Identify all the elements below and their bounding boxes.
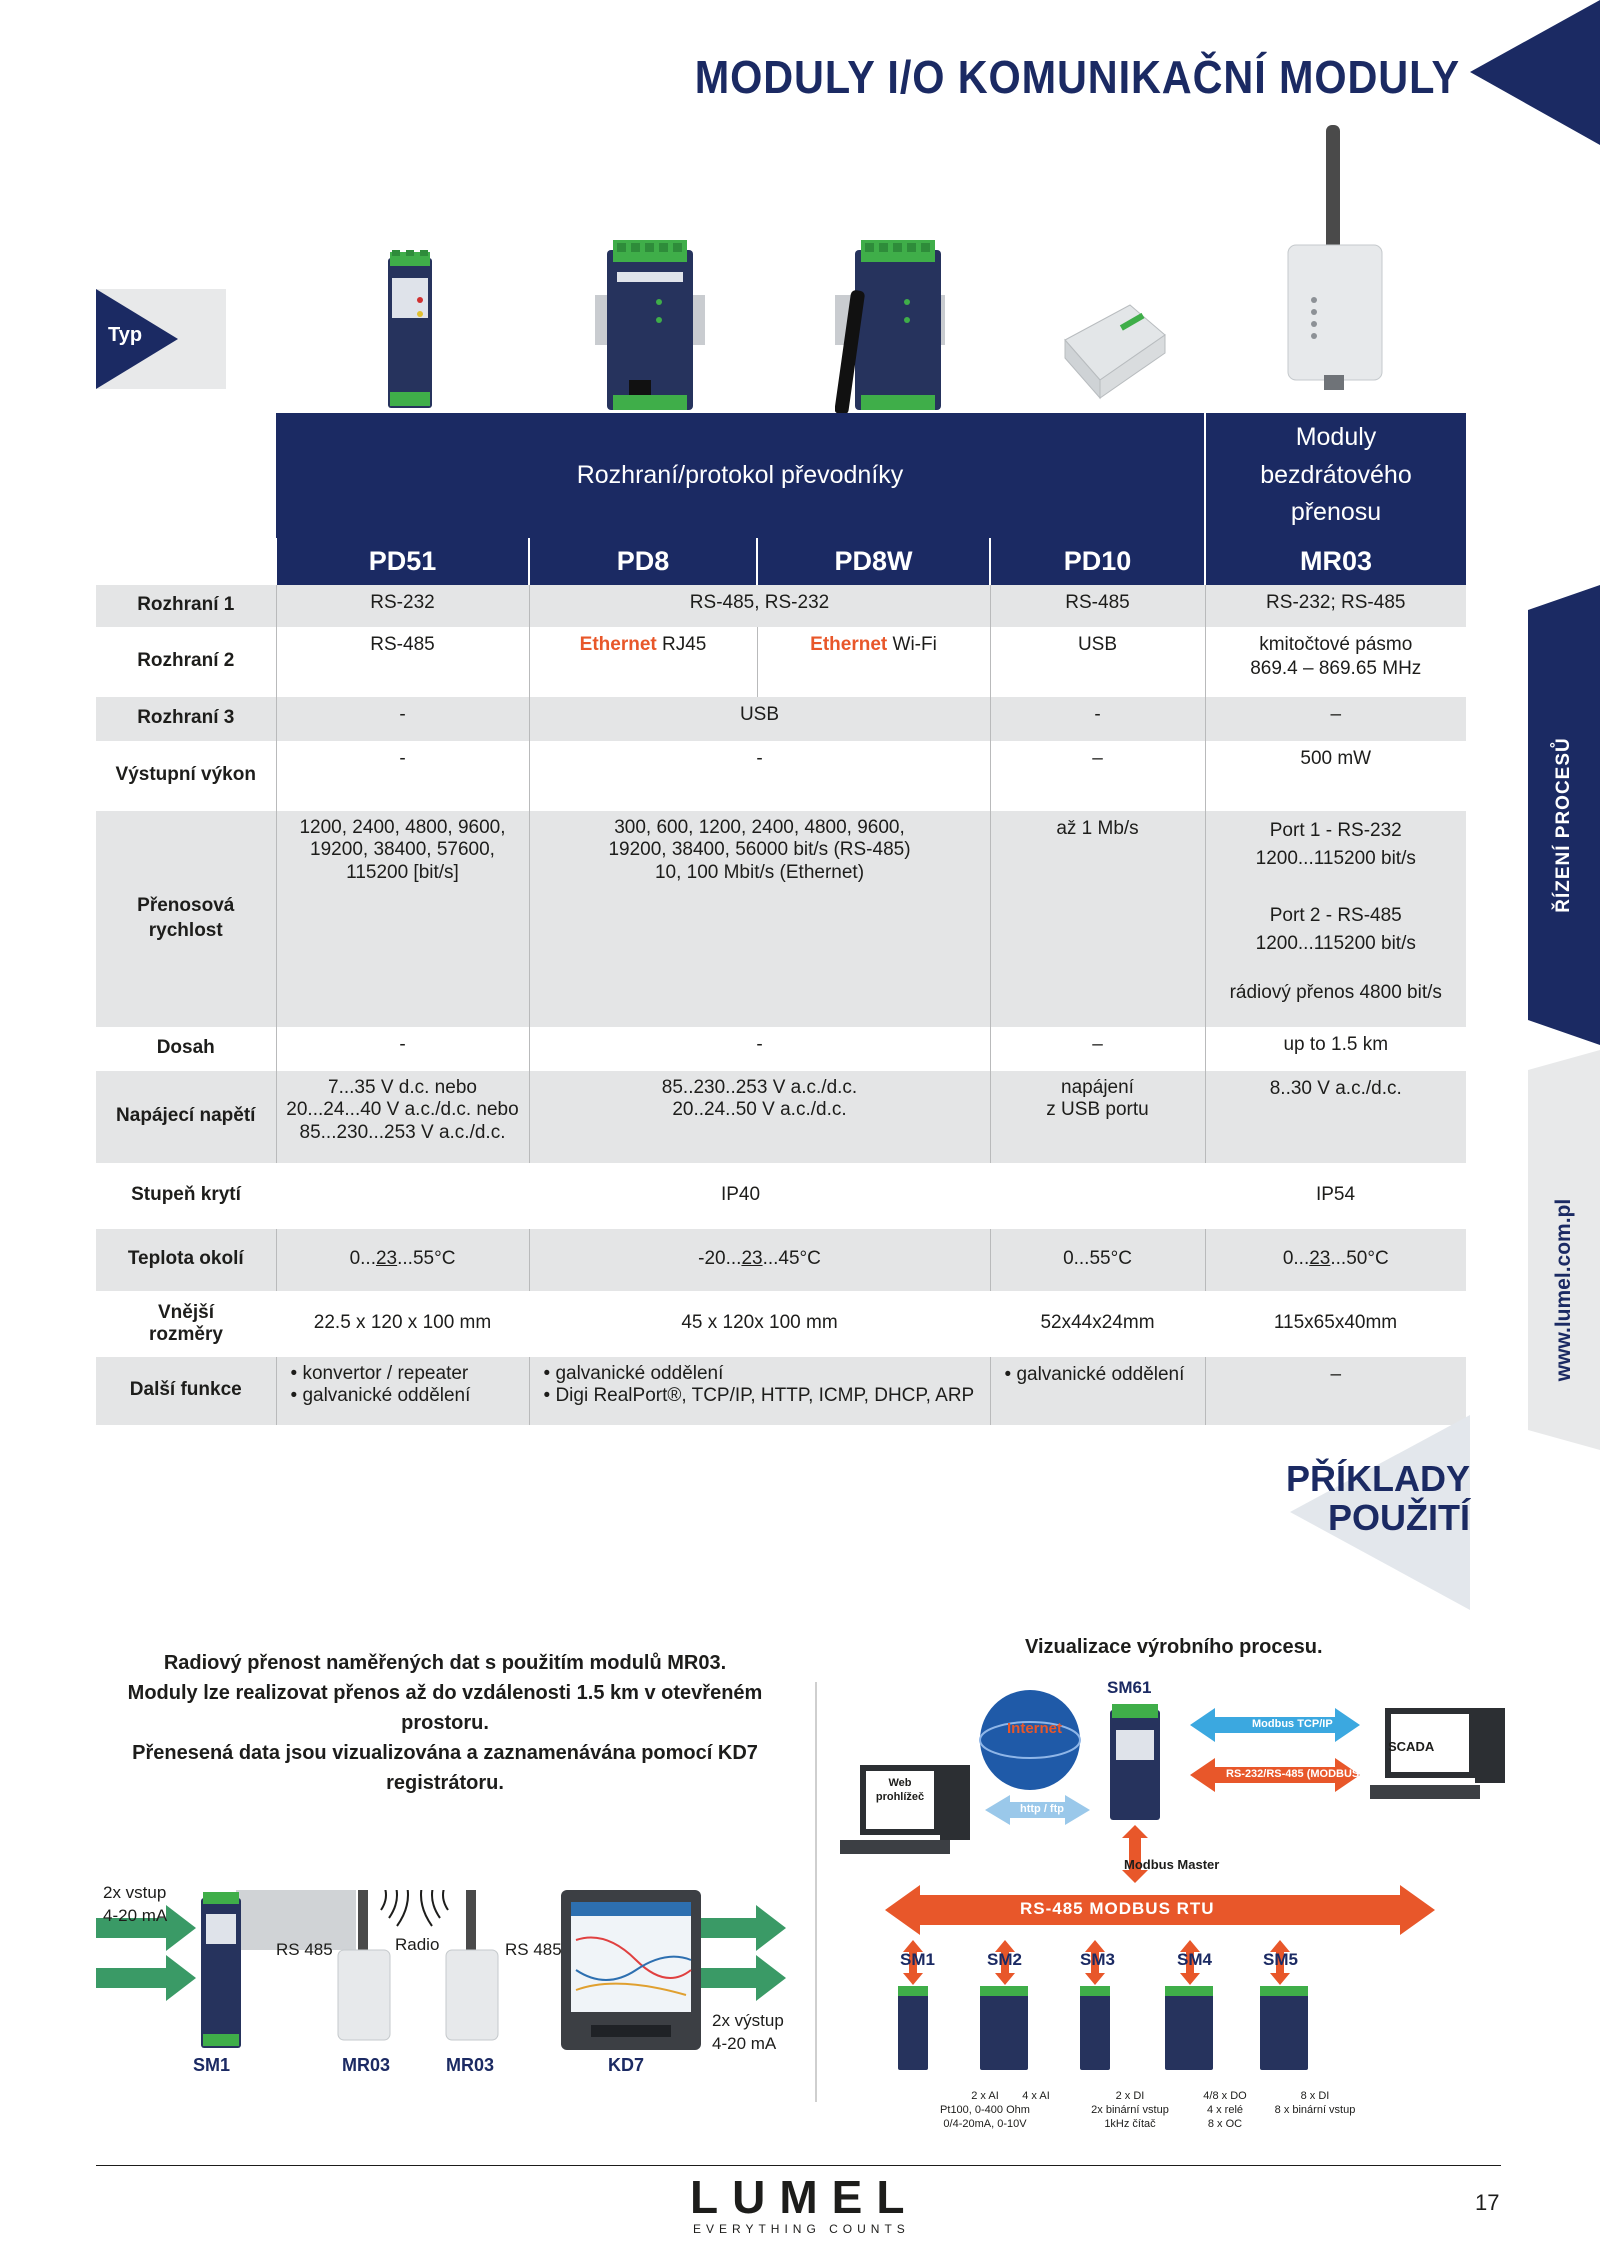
row-rozhrani-1: Rozhraní 1 RS-232 RS-485, RS-232 RS-485 RS-232; RS-485: [96, 585, 1466, 627]
ex2-modbus-tcp: Modbus TCP/IP: [1252, 1718, 1333, 1730]
ex2-module-sm5: SM5: [1263, 1950, 1298, 1969]
examples-title: PŘÍKLADY POUŽITÍ: [1285, 1458, 1470, 1538]
ex2-scada: SCADA: [1388, 1739, 1435, 1754]
row-dosah: Dosah - - – up to 1.5 km: [96, 1027, 1466, 1071]
typ-label: Typ: [108, 324, 143, 346]
lumel-logo: LUMEL: [690, 2171, 919, 2223]
example1-diagram: [96, 1890, 796, 2080]
ex2-module-sm3: SM3: [1080, 1950, 1115, 1969]
pd8-image: [595, 240, 705, 410]
model-pd10: PD10: [990, 538, 1205, 585]
ex2-module-sm1: SM1: [900, 1950, 935, 1969]
ex2-caption-sm1: 2 x AI Pt100, 0-400 Ohm 0/4-20mA, 0-10V: [940, 2090, 1030, 2130]
ex2-caption-sm2: 4 x AI: [1022, 2090, 1050, 2102]
row-rozhrani-3: Rozhraní 3 - USB - –: [96, 697, 1466, 741]
ex1-rs485-b: RS 485: [505, 1940, 562, 1959]
row-funkce: Další funkce • konvertor / repeater • galvanické oddělení • galvanické oddělení • Digi RealPort®, TCP/IP, HTTP, ICMP, DHCP, ARP • galvanické oddělení –: [96, 1357, 1466, 1425]
sidebar-website[interactable]: www.lumel.com.pl: [1552, 1198, 1576, 1382]
model-mr03: MR03: [1205, 538, 1466, 585]
model-pd51: PD51: [276, 538, 529, 585]
ex1-device-sm1: SM1: [193, 2055, 231, 2075]
page-title: MODULY I/O KOMUNIKAČNÍ MODULY: [694, 51, 1460, 103]
row-rychlost: Přenosová rychlost 1200, 2400, 4800, 9600, 19200, 38400, 57600, 115200 [bit/s] 300, 600, 1200, 2400, 4800, 9600, 19200, 38400, 56000 bit/s (RS-485) 10, 100 Mbit/s (Ethernet) až 1 Mb/s Port 1 - RS-232 1200...115200 bit/s Port 2 - RS-485 1200...115200 bit/s rádiový přenos 4800 bit/s: [96, 811, 1466, 1027]
ex2-module-sm4: SM4: [1177, 1950, 1212, 1969]
row-kryti: Stupeň krytí IP40 IP54: [96, 1163, 1466, 1229]
ex2-caption-sm5: 8 x DI 8 x binární vstup: [1274, 2090, 1356, 2116]
row-vykon: Výstupní výkon - - – 500 mW: [96, 741, 1466, 811]
ex1-device-mr03-b: MR03: [446, 2055, 495, 2075]
example2-title: Vizualizace výrobního procesu.: [1025, 1636, 1323, 1658]
pd51-image: [380, 250, 440, 410]
ex1-radio: Radio: [395, 1935, 440, 1954]
ex2-sm61: SM61: [1107, 1678, 1152, 1697]
ex2-bus-label: RS-485 MODBUS RTU: [1020, 1899, 1215, 1918]
ex1-device-kd7: KD7: [608, 2055, 645, 2075]
footer-divider: [96, 2165, 1501, 2166]
model-pd8w: PD8W: [757, 538, 990, 585]
pd8w-image: [835, 240, 945, 415]
ex1-device-mr03-a: MR03: [342, 2055, 391, 2075]
ex2-internet: Internet: [1007, 1720, 1063, 1737]
ex1-input-label: 2x vstup 4-20 mA: [103, 1883, 168, 1925]
ex2-caption-sm4: 4/8 x DO 4 x relé 8 x OC: [1203, 2090, 1247, 2130]
mr03-image: [1280, 125, 1390, 390]
ex2-rs-modbus: RS-232/RS-485 (MODBUS): [1226, 1768, 1363, 1780]
header-group-wireless: Moduly bezdrátového přenosu: [1205, 413, 1466, 538]
pd10-image: [1060, 300, 1170, 400]
examples-divider: [815, 1682, 817, 2102]
ex2-modbus-master: Modbus Master: [1124, 1857, 1220, 1872]
ex2-caption-sm3: 2 x DI 2x binární vstup 1kHz čítač: [1091, 2090, 1169, 2130]
ex2-web-browser: Web prohlížeč: [875, 1777, 925, 1804]
row-rozmery: Vnější rozměry 22.5 x 120 x 100 mm 45 x 120x 100 mm 52x44x24mm 115x65x40mm: [96, 1291, 1466, 1357]
page-number: 17: [1475, 2190, 1500, 2215]
header-group-converters: Rozhraní/protokol převodníky: [276, 413, 1205, 538]
lumel-tagline: EVERYTHING COUNTS: [693, 2222, 910, 2236]
row-napajeni: Napájecí napětí 7...35 V d.c. nebo 20...24...40 V a.c./d.c. nebo 85...230...253 V a.c./d.c. 85..230..253 V a.c./d.c. 20..24..50 V a.c./d.c. napájení z USB portu 8..30 V a.c./d.c.: [96, 1071, 1466, 1163]
example1-description: Radiový přenost naměřených dat s použitím modulů MR03. Moduly lze realizovat přenos až do vzdálenosti 1.5 km v otevřeném prostoru. Přenesená data jsou vizualizována a zaznamenávána pomocí KD7 registrátoru.: [127, 1652, 763, 1794]
ex1-rs485-a: RS 485: [276, 1940, 333, 1959]
corner-triangle-decoration: [1470, 0, 1600, 145]
row-teplota: Teplota okolí 0...23...55°C -20...23...45°C 0...55°C 0...23...50°C: [96, 1229, 1466, 1291]
spec-table: [96, 413, 1466, 1425]
ex2-http: http / ftp: [1020, 1803, 1064, 1815]
row-rozhrani-2: Rozhraní 2 RS-485 Ethernet RJ45 Ethernet Wi-Fi USB kmitočtové pásmo 869.4 – 869.65 MHz: [96, 627, 1466, 697]
sidebar-section-label: ŘÍZENÍ PROCESŮ: [1553, 737, 1574, 913]
ex1-output-label: 2x výstup 4-20 mA: [712, 2011, 784, 2053]
ex2-module-sm2: SM2: [987, 1950, 1022, 1969]
model-pd8: PD8: [529, 538, 757, 585]
